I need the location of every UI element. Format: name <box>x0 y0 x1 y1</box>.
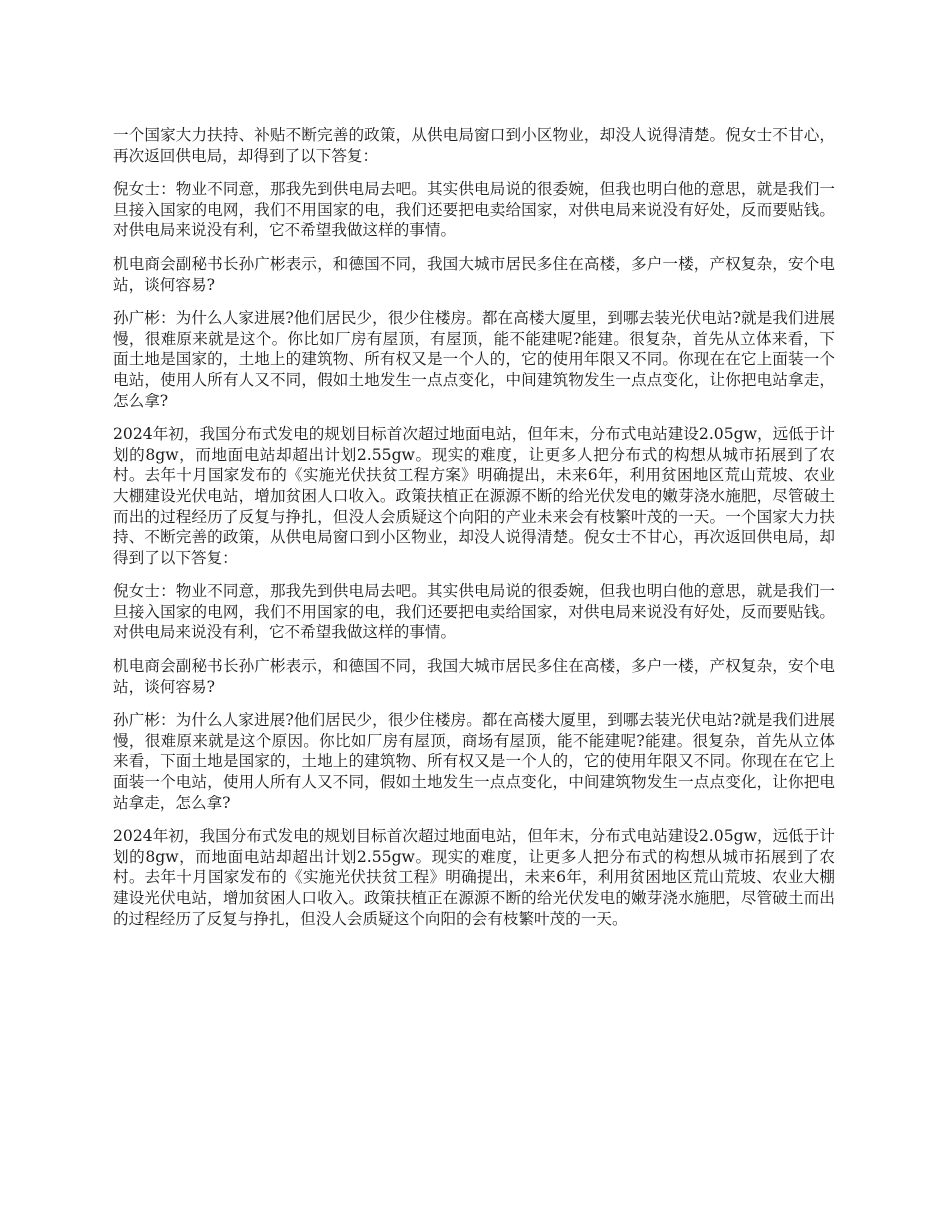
document-page <box>113 125 835 942</box>
paragraph-3: 机电商会副秘书长孙广彬表示，和德国不同，我国大城市居民多住在高楼，多户一楼，产权复杂，安个电站，谈何容易? <box>113 254 835 294</box>
paragraph-9: 2024年初，我国分布式发电的规划目标首次超过地面电站，但年末，分布式电站建设2.05gw，远低于计划的8gw，而地面电站却超出计划2.55gw。现实的难度，让更多人把分布式的构想从城市拓展到了农村。去年十月国家发布的《实施光伏扶贫工程》明确提出，未来6年，利用贫困地区荒山荒坡、农业大棚建设光伏电站，增加贫困人口收入。政策扶植正在源源不断的给光伏发电的嫩芽浇水施肥，尽管破土而出的过程经历了反复与挣扎，但没人会质疑这个向阳的会有枝繁叶茂的一天。 <box>113 827 835 928</box>
paragraph-6: 倪女士：物业不同意，那我先到供电局去吧。其实供电局说的很委婉，但我也明白他的意思，就是我们一旦接入国家的电网，我们不用国家的电，我们还要把电卖给国家，对供电局来说没有好处，反而要贴钱。对供电局来说没有利，它不希望我做这样的事情。 <box>113 582 835 642</box>
paragraph-5: 2024年初，我国分布式发电的规划目标首次超过地面电站，但年末，分布式电站建设2.05gw，远低于计划的8gw，而地面电站却超出计划2.55gw。现实的难度，让更多人把分布式的构想从城市拓展到了农村。去年十月国家发布的《实施光伏扶贫工程方案》明确提出，未来6年，利用贫困地区荒山荒坡、农业大棚建设光伏电站，增加贫困人口收入。政策扶植正在源源不断的给光伏发电的嫩芽浇水施肥，尽管破土而出的过程经历了反复与挣扎，但没人会质疑这个向阳的产业未来会有枝繁叶茂的一天。一个国家大力扶持、不断完善的政策，从供电局窗口到小区物业，却没人说得清楚。倪女士不甘心，再次返回供电局，却得到了以下答复： <box>113 425 835 567</box>
paragraph-7: 机电商会副秘书长孙广彬表示，和德国不同，我国大城市居民多住在高楼，多户一楼，产权复杂，安个电站，谈何容易? <box>113 657 835 696</box>
paragraph-2: 倪女士：物业不同意，那我先到供电局去吧。其实供电局说的很委婉，但我也明白他的意思，就是我们一旦接入国家的电网，我们不用国家的电，我们还要把电卖给国家，对供电局来说没有好处，反而要贴钱。对供电局来说没有利，它不希望我做这样的事情。 <box>113 180 835 240</box>
paragraph-8: 孙广彬：为什么人家进展?他们居民少，很少住楼房。都在高楼大厦里，到哪去装光伏电站?就是我们进展慢，很难原来就是这个原因。你比如厂房有屋顶，商场有屋顶，能不能建呢?能建。很复杂，首先从立体来看，下面土地是国家的，土地上的建筑物、所有权又是一个人的，它的使用年限又不同。你现在在它上面装一个电站，使用人所有人又不同，假如土地发生一点点变化，中间建筑物发生一点点变化，让你把电站拿走，怎么拿? <box>113 711 835 812</box>
paragraph-1: 一个国家大力扶持、补贴不断完善的政策，从供电局窗口到小区物业，却没人说得清楚。倪女士不甘心，再次返回供电局，却得到了以下答复： <box>113 126 835 165</box>
paragraph-4: 孙广彬：为什么人家进展?他们居民少，很少住楼房。都在高楼大厦里，到哪去装光伏电站?就是我们进展慢，很难原来就是这个。你比如厂房有屋顶，有屋顶，能不能建呢?能建。很复杂，首先从立体来看，下面土地是国家的，土地上的建筑物、所有权又是一个人的，它的使用年限又不同。你现在在它上面装一个电站，使用人所有人又不同，假如土地发生一点点变化，中间建筑物发生一点点变化，让你把电站拿走，怎么拿? <box>113 309 835 410</box>
